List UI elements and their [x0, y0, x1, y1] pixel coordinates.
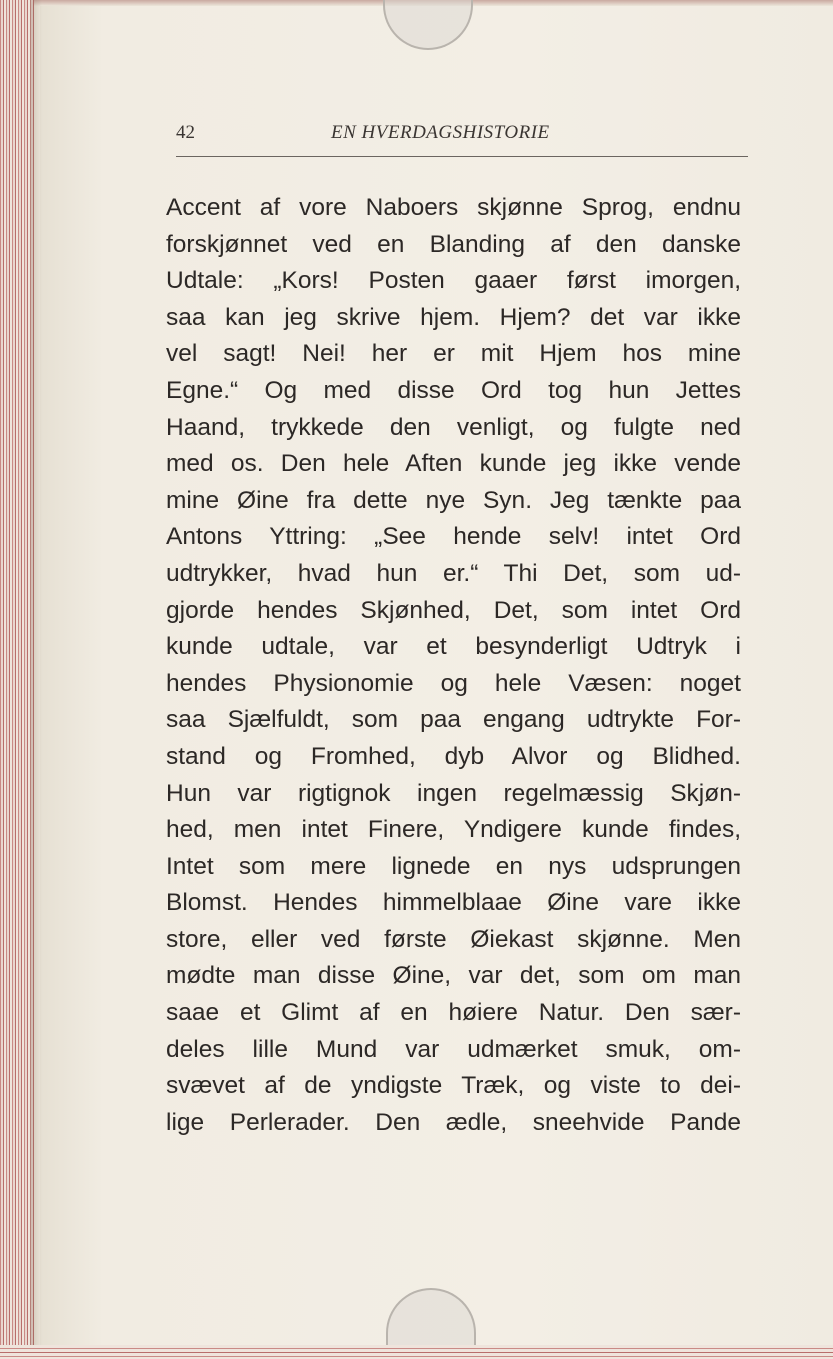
text-line: kunde udtale, var et besynderligt Udtryk i [166, 633, 741, 661]
text-line: hed, men intet Finere, Yndigere kunde findes, [166, 816, 741, 844]
text-line: med os. Den hele Aften kunde jeg ikke vende [166, 450, 741, 478]
text-line: hendes Physionomie og hele Væsen: noget [166, 669, 741, 697]
text-line: stand og Fromhed, dyb Alvor og Blidhed. [166, 742, 741, 770]
running-title: EN HVERDAGSHISTORIE [331, 122, 550, 143]
text-line: Accent af vore Naboers skjønne Sprog, endnu [166, 194, 741, 221]
text-line: saae et Glimt af en høiere Natur. Den sær- [166, 999, 741, 1027]
binding-edge [0, 0, 34, 1359]
body-text [166, 190, 741, 1141]
running-header [176, 118, 748, 157]
bottom-page-edge [0, 1345, 833, 1359]
text-line: saa Sjælfuldt, som paa engang udtrykte For- [166, 706, 741, 734]
text-line: mødte man disse Øine, var det, som om man [166, 962, 741, 990]
text-line: Egne.“ Og med disse Ord tog hun Jettes [166, 376, 741, 404]
text-line: Hun var rigtignok ingen regelmæssig Skjøn- [166, 779, 741, 807]
text-line: gjorde hendes Skjønhed, Det, som intet Ord [166, 596, 741, 624]
text-line: lige Perlerader. Den ædle, sneehvide Pande [166, 1108, 741, 1136]
text-line: mine Øine fra dette nye Syn. Jeg tænkte paa [166, 486, 741, 514]
gutter-shadow [30, 0, 42, 1359]
text-line: forskjønnet ved en Blanding af den danske [166, 230, 741, 258]
text-line: deles lille Mund var udmærket smuk, om- [166, 1035, 741, 1063]
text-line: Udtale: „Kors! Posten gaaer først imorgen, [166, 267, 741, 295]
text-line: store, eller ved første Øiekast skjønne. Men [166, 925, 741, 953]
text-line: Haand, trykkede den venligt, og fulgte ned [166, 413, 741, 441]
text-line: Blomst. Hendes himmelblaae Øine vare ikke [166, 889, 741, 917]
text-line: saa kan jeg skrive hjem. Hjem? det var ikke [166, 303, 741, 331]
page-number: 42 [176, 122, 195, 143]
text-line: udtrykker, hvad hun er.“ Thi Det, som ud- [166, 559, 741, 587]
text-line: Intet som mere lignede en nys udsprungen [166, 852, 741, 880]
text-line: Antons Yttring: „See hende selv! intet Ord [166, 523, 741, 551]
text-line: vel sagt! Nei! her er mit Hjem hos mine [166, 340, 741, 368]
text-line: svævet af de yndigste Træk, og viste to dei- [166, 1072, 741, 1100]
